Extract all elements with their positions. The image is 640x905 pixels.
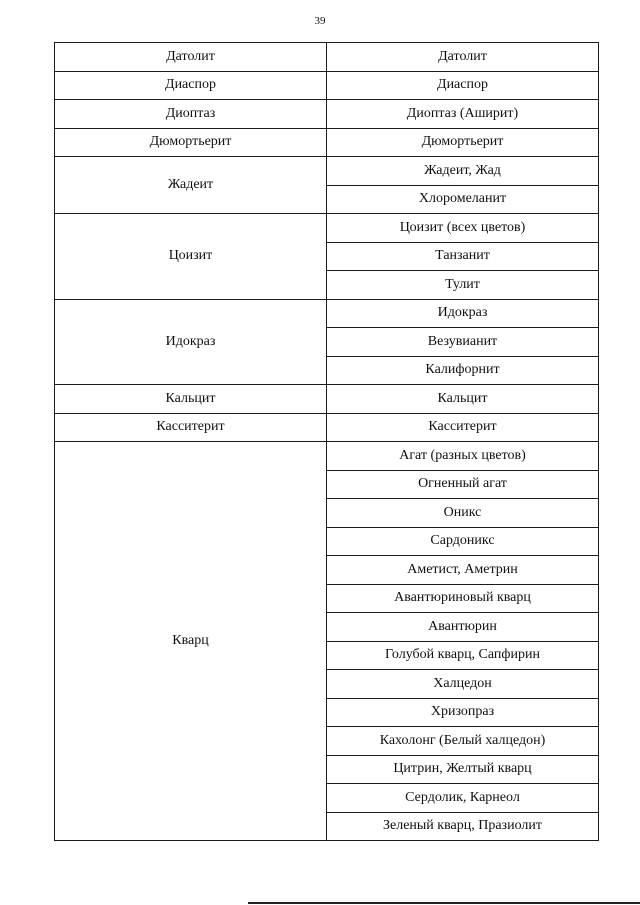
table-row (55, 299, 599, 328)
gem-variety-cell: Зеленый кварц, Празиолит (327, 812, 599, 841)
mineral-name-cell: Идокраз (55, 299, 327, 385)
bottom-rule (248, 902, 640, 904)
table-row (55, 43, 599, 72)
gem-variety-cell: Огненный агат (327, 470, 599, 499)
gem-variety-cell: Датолит (327, 43, 599, 72)
mineral-name-cell: Кальцит (55, 385, 327, 414)
gem-variety-cell: Агат (разных цветов) (327, 442, 599, 471)
gem-variety-cell: Диоптаз (Аширит) (327, 100, 599, 129)
gem-variety-cell: Дюмортьерит (327, 128, 599, 157)
mineral-name-cell: Кварц (55, 442, 327, 841)
gem-variety-cell: Голубой кварц, Сапфирин (327, 641, 599, 670)
gem-variety-cell: Сардоникс (327, 527, 599, 556)
mineral-name-cell: Датолит (55, 43, 327, 72)
gem-variety-cell: Сердолик, Карнеол (327, 784, 599, 813)
gem-variety-cell: Калифорнит (327, 356, 599, 385)
gem-variety-cell: Халцедон (327, 670, 599, 699)
mineral-name-cell: Жадеит (55, 157, 327, 214)
table-row (55, 71, 599, 100)
table-row (55, 385, 599, 414)
gem-variety-cell: Аметист, Аметрин (327, 556, 599, 585)
gemstone-table-body (55, 43, 599, 841)
gem-variety-cell: Авантюриновый кварц (327, 584, 599, 613)
gem-variety-cell: Хлоромеланит (327, 185, 599, 214)
gem-variety-cell: Везувианит (327, 328, 599, 357)
table-row (55, 100, 599, 129)
table-row (55, 214, 599, 243)
gem-variety-cell: Диаспор (327, 71, 599, 100)
gem-variety-cell: Танзанит (327, 242, 599, 271)
gem-variety-cell: Цоизит (всех цветов) (327, 214, 599, 243)
gem-variety-cell: Хризопраз (327, 698, 599, 727)
mineral-name-cell: Касситерит (55, 413, 327, 442)
gem-variety-cell: Идокраз (327, 299, 599, 328)
table-row (55, 128, 599, 157)
table-row (55, 157, 599, 186)
gem-variety-cell: Кахолонг (Белый халцедон) (327, 727, 599, 756)
gem-variety-cell: Авантюрин (327, 613, 599, 642)
gemstone-table (54, 42, 599, 841)
gem-variety-cell: Цитрин, Желтый кварц (327, 755, 599, 784)
page-number: 39 (314, 15, 326, 27)
gem-variety-cell: Оникс (327, 499, 599, 528)
gem-variety-cell: Жадеит, Жад (327, 157, 599, 186)
table-row (55, 413, 599, 442)
mineral-name-cell: Дюмортьерит (55, 128, 327, 157)
gem-variety-cell: Тулит (327, 271, 599, 300)
gem-variety-cell: Касситерит (327, 413, 599, 442)
mineral-name-cell: Диаспор (55, 71, 327, 100)
table-row (55, 442, 599, 471)
gem-variety-cell: Кальцит (327, 385, 599, 414)
mineral-name-cell: Диоптаз (55, 100, 327, 129)
mineral-name-cell: Цоизит (55, 214, 327, 300)
